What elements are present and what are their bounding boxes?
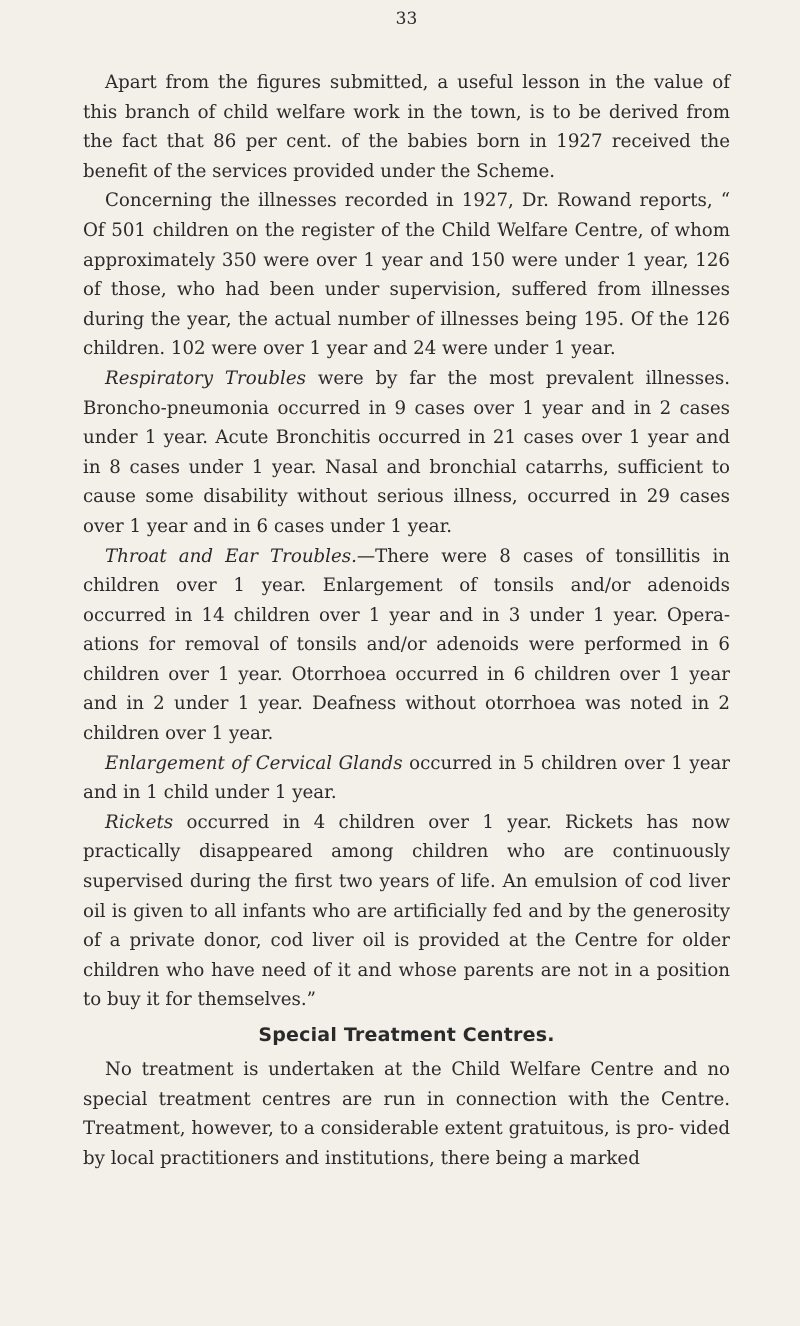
paragraph-text: Concerning the illnesses recorded in 1927, Dr. Rowand reports, “ Of 501 children on the register of the Child Welfare Centre, of whom approximately 350 were over 1 year and 150 were under 1 year, 126 of those, who had been under supervision, suffered from illnesses during the year, the actual number of illnesses being 195. Of the 126 children. 102 were over 1 year and 24 were under 1 year. [83, 190, 730, 360]
run-in-heading: Rickets [105, 811, 174, 833]
run-in-heading: Throat and Ear Troubles. [105, 545, 357, 567]
run-in-heading: Enlargement of Cervical Glands [105, 752, 403, 774]
paragraph-text: were by far the most prevalent illnesses. Broncho-pneumonia occurred in 9 cases over 1 year and in 2 cases under 1 year. Acute Bronchitis occurred in 21 cases over 1 year and in 8 cases under 1 year. Nasal and bronchial catarrhs, sufficient to cause some disability without serious illness, occurred in 29 cases over 1 year and in 6 cases under 1 year. [83, 367, 730, 537]
paragraph-text: —There were 8 cases of tonsillitis in children over 1 year. Enlargement of tonsils and/or adenoids occurred in 14 children over 1 year and in 3 under 1 year. Opera- ations for removal of tonsils and/or adenoids were performed in 6 children over 1 year. Otorrhoea occurred in 6 children over 1 year and in 2 under 1 year. Deafness without otorrhoea was noted in 2 children over 1 year. [83, 545, 730, 745]
paragraph-text: Apart from the figures submitted, a useful lesson in the value of this branch of child welfare work in the town, is to be derived from the fact that 86 per cent. of the babies born in 1927 received the benefit of the services provided under the Scheme. [83, 72, 730, 182]
paragraph-rickets [83, 808, 730, 1015]
run-in-heading: Respiratory Troubles [105, 367, 306, 389]
paragraph-respiratory-troubles [83, 364, 730, 542]
paragraph-throat-ear-troubles [83, 542, 730, 749]
paragraph-special-treatment [83, 1055, 730, 1173]
paragraph-fact-86-percent [83, 68, 730, 186]
paragraph-text: occurred in 5 children over 1 year and in 1 child under 1 year. [83, 752, 731, 804]
section-heading: Special Treatment Centres. [258, 1024, 555, 1046]
page-number: 33 [395, 9, 418, 29]
paragraph-text: occurred in 4 children over 1 year. Rickets has now practically disappeared among children who are continuously supervised during the first two years of life. An emulsion of cod liver oil is given to all infants who are artificially fed and by the generosity of a private donor, cod liver oil is provided at the Centre for older children who have need of it and whose parents are not in a position to buy it for themselves.” [83, 811, 730, 1011]
paragraph-text: No treatment is undertaken at the Child Welfare Centre and no special treatment centres are run in connection with the Centre. Treatment, however, to a considerable extent gratuitous, is pro- vided by local practitioners and institutions, there being a marked [83, 1059, 730, 1169]
paragraph-cervical-glands [83, 749, 730, 808]
paragraph-illnesses-1927 [83, 186, 730, 364]
